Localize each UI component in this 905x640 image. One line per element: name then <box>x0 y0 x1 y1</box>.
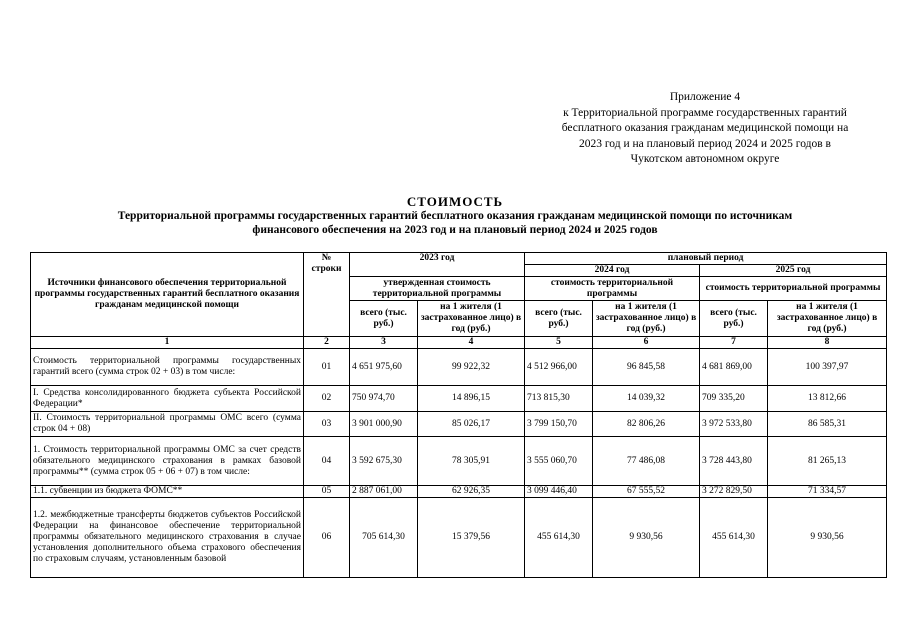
per-capita-2025: 100 397,97 <box>768 349 887 386</box>
total-2023: 750 974,70 <box>350 386 418 412</box>
total-2024: 455 614,30 <box>525 498 593 578</box>
per-capita-2023: 99 922,32 <box>418 349 525 386</box>
row-name: 1.2. межбюджетные трансферты бюджетов субъектов Российской Федерации на финансовое обеспечение территориальной программы обязательного медицинского страхования в случае установления дополнительного объема страхового обеспечения по страховым случаям, установленным базовой <box>31 498 304 578</box>
appendix-line: Чукотском автономном округе <box>630 153 780 165</box>
total-2023: 3 592 675,30 <box>350 437 418 486</box>
table-row <box>31 412 887 437</box>
total-2023: 705 614,30 <box>350 498 418 578</box>
per-capita-2024: 9 930,56 <box>593 498 700 578</box>
appendix-note <box>535 90 875 168</box>
total-2025: 709 335,20 <box>700 386 768 412</box>
total-2025: 4 681 869,00 <box>700 349 768 386</box>
column-index: 1 <box>31 337 304 349</box>
subtitle-line: Территориальной программы государственных гарантий бесплатного оказания гражданам медицинской помощи по источникам <box>117 210 793 222</box>
header-cost-2025: стоимость территориальной программы <box>700 277 887 301</box>
per-capita-2025: 81 265,13 <box>768 437 887 486</box>
total-2024: 4 512 966,00 <box>525 349 593 386</box>
header-year-2023: 2023 год <box>350 253 525 277</box>
cost-table <box>30 252 887 578</box>
document-title: СТОИМОСТЬ <box>406 194 504 209</box>
column-index: 8 <box>768 337 887 349</box>
document-subtitle <box>40 209 870 237</box>
header-per-capita-2025: на 1 жителя (1 застрахованное лицо) в год (руб.) <box>768 301 887 337</box>
column-index: 6 <box>593 337 700 349</box>
total-2025: 3 728 443,80 <box>700 437 768 486</box>
row-number: 06 <box>304 498 350 578</box>
row-number: 03 <box>304 412 350 437</box>
total-2023: 4 651 975,60 <box>350 349 418 386</box>
table-row <box>31 498 887 578</box>
total-2023: 3 901 000,90 <box>350 412 418 437</box>
subtitle-line: финансового обеспечения на 2023 год и на плановый период 2024 и 2025 годов <box>252 224 658 236</box>
total-2025: 3 272 829,50 <box>700 486 768 498</box>
table-row <box>31 386 887 412</box>
appendix-line: к Территориальной программе государственных гарантий <box>563 106 847 119</box>
per-capita-2025: 86 585,31 <box>768 412 887 437</box>
header-year-2024: 2024 год <box>525 265 700 277</box>
per-capita-2024: 82 806,26 <box>593 412 700 437</box>
page-bottom-margin <box>0 581 905 640</box>
total-2025: 3 972 533,80 <box>700 412 768 437</box>
total-2023: 2 887 061,00 <box>350 486 418 498</box>
row-name: Стоимость территориальной программы государственных гарантий всего (сумма строк 02 + 03) в том числе: <box>31 349 304 386</box>
per-capita-2025: 9 930,56 <box>768 498 887 578</box>
appendix-line: 2023 год и на плановый период 2024 и 2025 годов в <box>579 137 831 150</box>
header-total-2025: всего (тыс. руб.) <box>700 301 768 337</box>
header-approved-cost: утвержденная стоимость территориальной программы <box>350 277 525 301</box>
header-planned-period: плановый период <box>525 253 887 265</box>
appendix-line: бесплатного оказания гражданам медицинской помощи на <box>561 122 849 134</box>
header-cost-2024: стоимость территориальной программы <box>525 277 700 301</box>
per-capita-2025: 71 334,57 <box>768 486 887 498</box>
per-capita-2024: 14 039,32 <box>593 386 700 412</box>
per-capita-2023: 14 896,15 <box>418 386 525 412</box>
row-name: II. Стоимость территориальной программы ОМС всего (сумма строк 04 + 08) <box>31 412 304 437</box>
row-name: I. Средства консолидированного бюджета субъекта Российской Федерации* <box>31 386 304 412</box>
column-index: 3 <box>350 337 418 349</box>
header-per-capita-2024: на 1 жителя (1 застрахованное лицо) в год (руб.) <box>593 301 700 337</box>
table-row <box>31 437 887 486</box>
per-capita-2025: 13 812,66 <box>768 386 887 412</box>
table-row <box>31 349 887 386</box>
total-2024: 3 555 060,70 <box>525 437 593 486</box>
header-total-2023: всего (тыс. руб.) <box>350 301 418 337</box>
row-number: 01 <box>304 349 350 386</box>
per-capita-2023: 62 926,35 <box>418 486 525 498</box>
column-index: 7 <box>700 337 768 349</box>
row-name: 1.1. субвенции из бюджета ФОМС** <box>31 486 304 498</box>
total-2024: 3 799 150,70 <box>525 412 593 437</box>
column-index: 5 <box>525 337 593 349</box>
column-index: 2 <box>304 337 350 349</box>
header-total-2024: всего (тыс. руб.) <box>525 301 593 337</box>
header-per-capita-2023: на 1 жителя (1 застрахованное лицо) в год (руб.) <box>418 301 525 337</box>
header-source: Источники финансового обеспечения территориальной программы государственных гарантий бесплатного оказания гражданам медицинской помощи <box>31 253 304 337</box>
per-capita-2023: 78 305,91 <box>418 437 525 486</box>
row-number: 02 <box>304 386 350 412</box>
table-row <box>31 486 887 498</box>
per-capita-2024: 77 486,08 <box>593 437 700 486</box>
header-row-number: № строки <box>304 253 350 337</box>
column-index: 4 <box>418 337 525 349</box>
appendix-line: Приложение 4 <box>669 91 741 103</box>
total-2025: 455 614,30 <box>700 498 768 578</box>
row-number: 04 <box>304 437 350 486</box>
row-number: 05 <box>304 486 350 498</box>
per-capita-2023: 15 379,56 <box>418 498 525 578</box>
header-year-2025: 2025 год <box>700 265 887 277</box>
total-2024: 3 099 446,40 <box>525 486 593 498</box>
per-capita-2024: 96 845,58 <box>593 349 700 386</box>
per-capita-2024: 67 555,52 <box>593 486 700 498</box>
total-2024: 713 815,30 <box>525 386 593 412</box>
per-capita-2023: 85 026,17 <box>418 412 525 437</box>
row-name: 1. Стоимость территориальной программы ОМС за счет средств обязательного медицинского страхования в рамках базовой программы** (сумма строк 05 + 06 + 07) в том числе: <box>31 437 304 486</box>
